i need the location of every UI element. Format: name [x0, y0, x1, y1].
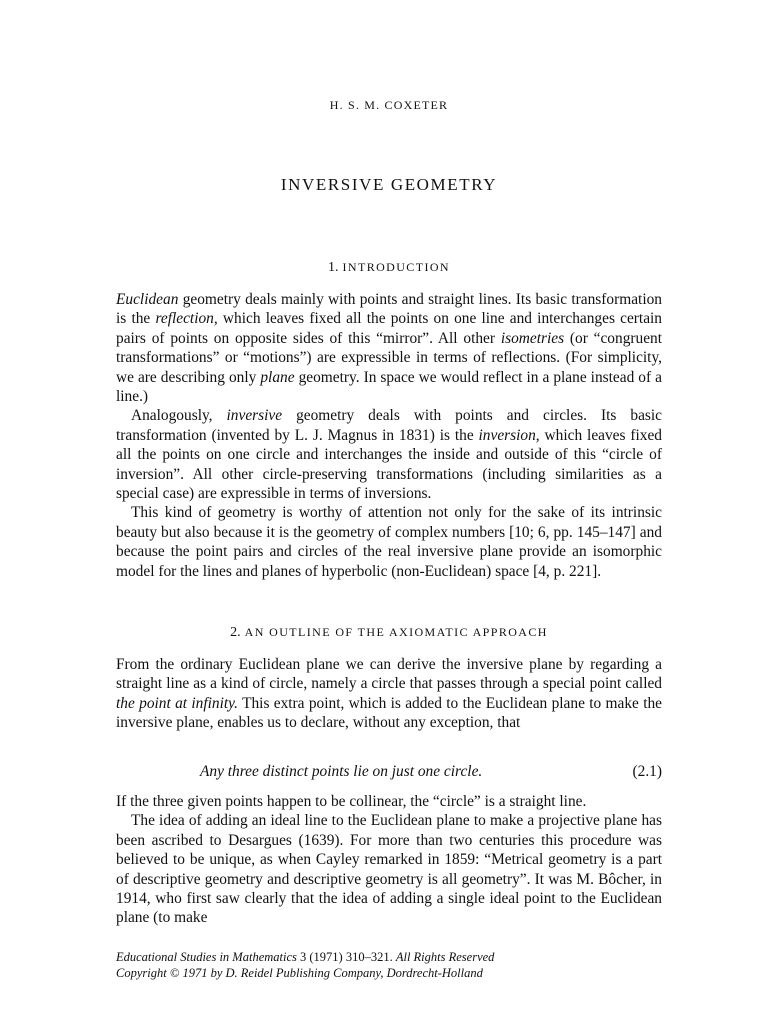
- emphasis-text: the point at infinity.: [116, 694, 239, 712]
- emphasis-text: All Rights Reserved: [395, 950, 495, 964]
- paragraph: Analogously, inversive geometry deals with points and circles. Its basic transformation (invented by L. J. Magnus in 1831) is the inversion, which leaves fixed all the points on one circle and interchanges the inside and outside of this “circle of inversion”. All other circle-preserving transformations (including similarities as a special case) are expressible in terms of inversions.: [116, 407, 663, 503]
- section-2-number: 2.: [230, 625, 241, 640]
- paragraph: The idea of adding an ideal line to the Euclidean plane to make a projective plane has been ascribed to Desargues (1639). For more than two centuries this procedure was believed to be unique, as when Cayley remarked in 1859: “Metrical geometry is a part of descriptive geometry and descriptive geometry is all geometry”. It was M. Bôcher, in 1914, who first saw clearly that the idea of adding a single ideal point to the Euclidean plane (to make: [116, 812, 662, 927]
- section-2-title: AN OUTLINE OF THE AXIOMATIC APPROACH: [244, 625, 548, 639]
- paper-title: INVERSIVE GEOMETRY: [280, 175, 498, 194]
- emphasis-text: isometries: [500, 329, 565, 347]
- paragraph: Euclidean geometry deals mainly with points and straight lines. Its basic transformation is the reflection, which leaves fixed all the points on one line and interchanges certain pairs of points on opposite sides of this “mirror”. All other isometries (or “congruent transformations” or “motions”) are expressible in terms of reflections. (For simplicity, we are describing only plane geometry. In space we would reflect in a plane instead of a line.): [116, 291, 663, 406]
- section-2-heading: [116, 625, 662, 641]
- journal-citation: Educational Studies in Mathematics 3 (1971) 310–321. All Rights Reserved: [116, 950, 495, 964]
- emphasis-text: Euclidean: [116, 291, 179, 308]
- author-name: H. S. M. COXETER: [329, 98, 449, 112]
- emphasis-text: inversion,: [478, 426, 540, 444]
- section-1-body: [116, 290, 662, 581]
- section-2-body: [116, 655, 662, 733]
- section-2-body-continued: [116, 792, 662, 928]
- section-1-title: INTRODUCTION: [342, 260, 450, 274]
- emphasis-text: inversive: [226, 407, 283, 425]
- equation-text: Any three distinct points lie on just one circle.: [200, 763, 483, 780]
- emphasis-text: reflection,: [155, 310, 218, 328]
- paragraph: This kind of geometry is worthy of attention not only for the sake of its intrinsic beauty but also because it is the geometry of complex numbers [10; 6, pp. 145–147] and because the point pairs and circles of the real inversive plane provide an isomorphic model for the lines and planes of hyperbolic (non-Euclidean) space [4, p. 221].: [116, 504, 662, 580]
- emphasis-text: Educational Studies in Mathematics: [116, 950, 297, 964]
- publication-footer: [116, 949, 662, 981]
- section-1-heading: [116, 260, 662, 276]
- paragraph: From the ordinary Euclidean plane we can derive the inversive plane by regarding a straight line as a kind of circle, namely a circle that passes through a special point called the point at infinity. This extra point, which is added to the Euclidean plane to make the inversive plane, enables us to declare, without any exception, that: [116, 656, 662, 732]
- section-1-number: 1.: [328, 260, 339, 275]
- paper-page: [116, 0, 662, 1024]
- copyright-notice: [116, 965, 662, 981]
- equation-number: (2.1): [632, 763, 662, 780]
- emphasis-text: Copyright © 1971 by D. Reidel Publishing Company, Dordrecht-Holland: [116, 966, 483, 980]
- emphasis-text: plane: [260, 368, 295, 386]
- paragraph: If the three given points happen to be collinear, the “circle” is a straight line.: [116, 793, 587, 810]
